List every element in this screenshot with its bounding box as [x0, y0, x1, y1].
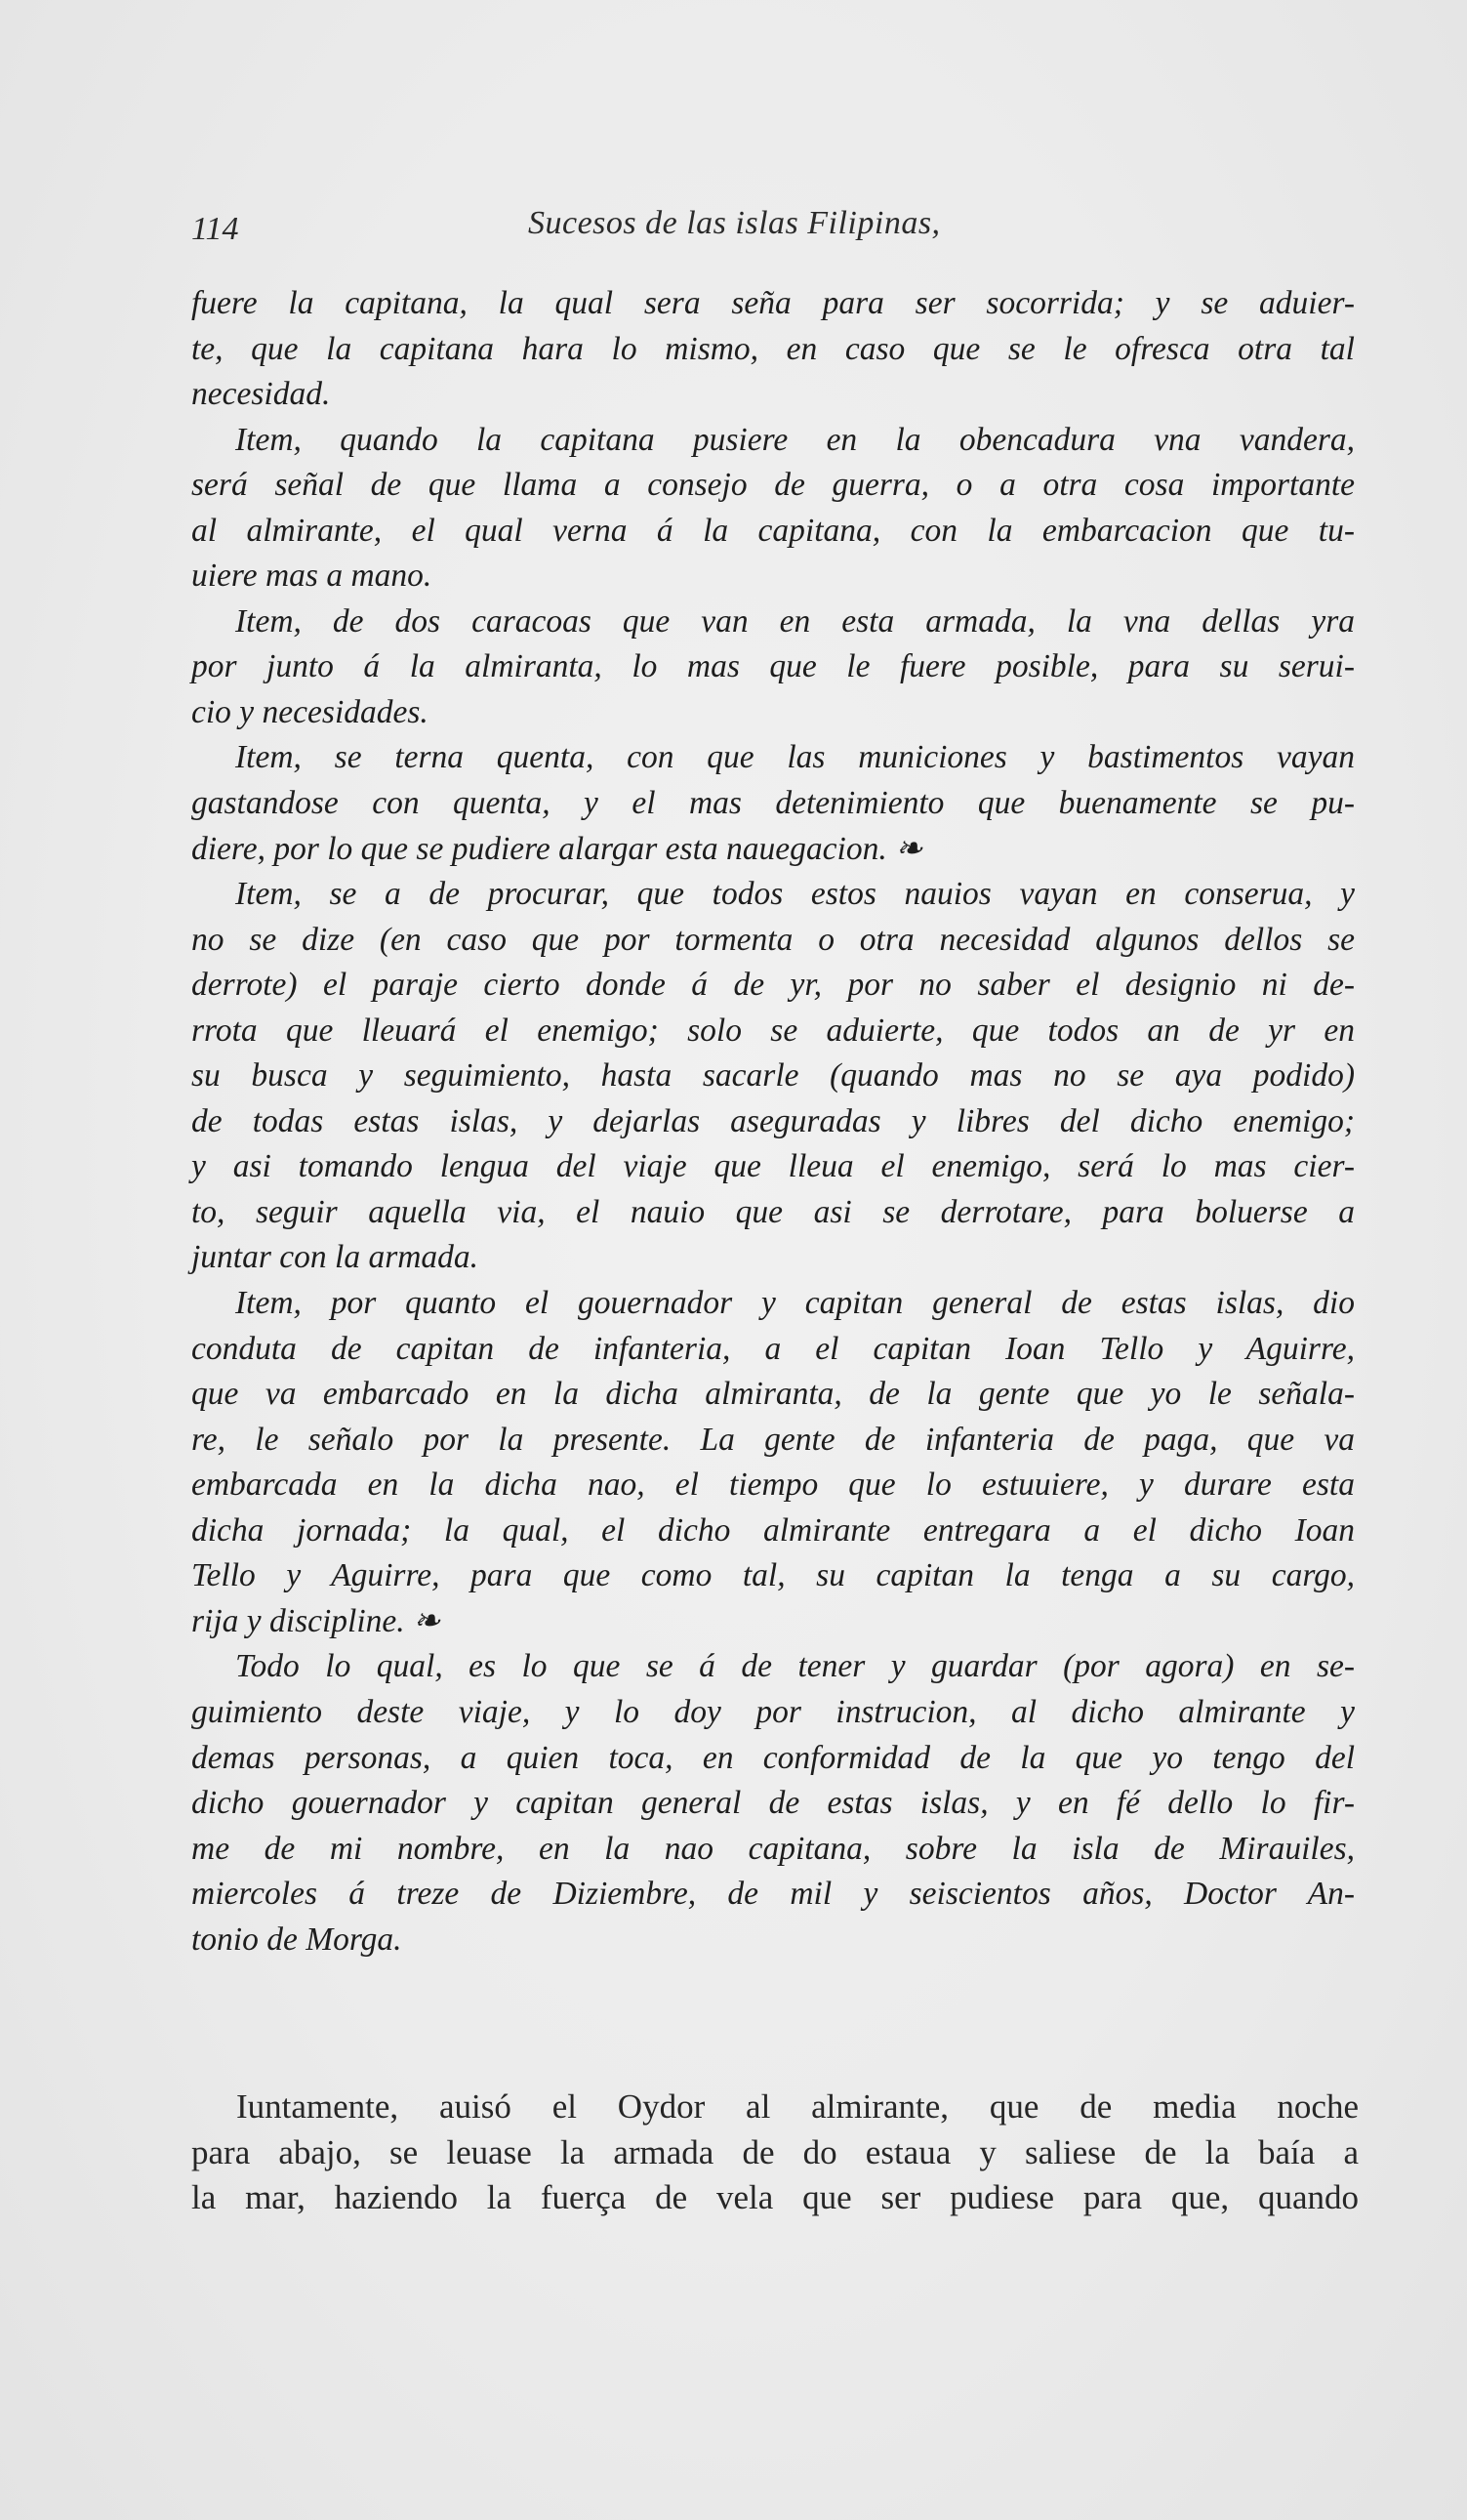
narrative-text-block [191, 2083, 1359, 2219]
text-line: fuere la capitana, la qual sera seña para ser socorrida; y se aduier- [191, 285, 1355, 321]
text-line: to, seguir aquella via, el nauio que asi se derrotare, para boluerse a [191, 1193, 1355, 1230]
text-line: Todo lo qual, es lo que se á de tener y guardar (por agora) en se- [235, 1648, 1355, 1685]
text-line: para abajo, se leuase la armada de do estaua y saliese de la baía a [191, 2132, 1359, 2171]
text-line: que va embarcado en la dicha almiranta, de la gente que yo le señala- [191, 1376, 1355, 1413]
text-line: de todas estas islas, y dejarlas aseguradas y libres del dicho enemigo; [191, 1102, 1355, 1139]
text-line: Item, de dos caracoas que van en esta armada, la vna dellas yra [235, 602, 1355, 640]
text-line: guimiento deste viaje, y lo doy por instrucion, al dicho almirante y [191, 1693, 1355, 1730]
text-line: cio y necesidades. [191, 693, 428, 730]
text-line: miercoles á treze de Diziembre, de mil y seiscientos años, Doctor An- [191, 1876, 1355, 1913]
text-line: dicha jornada; la qual, el dicho almirante entregara a el dicho Ioan [191, 1511, 1355, 1549]
text-line: juntar con la armada. [191, 1239, 479, 1276]
text-line: derrote) el paraje cierto donde á de yr, por no saber el designio ni de- [191, 967, 1355, 1004]
text-line: rija y discipline. ❧ [191, 1602, 441, 1639]
text-line: Tello y Aguirre, para que como tal, su capitan la tenga a su cargo, [191, 1557, 1355, 1594]
page-header [191, 205, 1363, 264]
running-head: Sucesos de las islas Filipinas, [528, 205, 941, 241]
text-line: Item, por quanto el gouernador y capitan general de estas islas, dio [235, 1285, 1355, 1322]
text-line: Item, se a de procurar, que todos estos nauios vayan en conserua, y [235, 876, 1355, 913]
text-line: te, que la capitana hara lo mismo, en caso que se le ofresca otra tal [191, 330, 1355, 367]
text-line: demas personas, a quien toca, en conformidad de la que yo tengo del [191, 1739, 1355, 1776]
text-line: uiere mas a mano. [191, 558, 432, 595]
text-line: gastandose con quenta, y el mas detenimiento que buenamente se pu- [191, 785, 1355, 822]
text-line: rrota que lleuará el enemigo; solo se aduierte, que todos an de yr en [191, 1012, 1355, 1049]
text-line: dicho gouernador y capitan general de estas islas, y en fé dello lo fir- [191, 1785, 1355, 1822]
text-line: será señal de que llama a consejo de guerra, o a otra cosa importante [191, 467, 1355, 504]
page-number: 114 [191, 211, 239, 247]
text-line: y asi tomando lengua del viaje que lleua el enemigo, será lo mas cier- [191, 1148, 1355, 1185]
text-line: su busca y seguimiento, hasta sacarle (quando mas no se aya podido) [191, 1057, 1355, 1095]
text-line: Item, se terna quenta, con que las municiones y bastimentos vayan [235, 739, 1355, 776]
text-line: tonio de Morga. [191, 1921, 402, 1958]
text-line: diere, por lo que se pudiere alargar esta nauegacion. ❧ [191, 830, 923, 867]
text-line: la mar, haziendo la fuerça de vela que ser pudiese para que, quando [191, 2178, 1359, 2217]
text-line: necesidad. [191, 376, 331, 413]
text-line: embarcada en la dicha nao, el tiempo que lo estuuiere, y durare esta [191, 1467, 1355, 1504]
text-line: Item, quando la capitana pusiere en la obencadura vna vandera, [235, 421, 1355, 458]
text-line: al almirante, el qual verna á la capitana, con la embarcacion que tu- [191, 512, 1355, 549]
text-line: me de mi nombre, en la nao capitana, sobre la isla de Mirauiles, [191, 1830, 1355, 1867]
text-line: Iuntamente, auisó el Oydor al almirante, que de media noche [236, 2087, 1359, 2126]
text-line: no se dize (en caso que por tormenta o otra necesidad algunos dellos se [191, 921, 1355, 958]
text-line: re, le señalo por la presente. La gente de infanteria de paga, que va [191, 1421, 1355, 1458]
instruction-text-block [191, 281, 1355, 1962]
text-line: por junto á la almiranta, lo mas que le fuere posible, para su serui- [191, 648, 1355, 685]
text-line: conduta de capitan de infanteria, a el capitan Ioan Tello y Aguirre, [191, 1330, 1355, 1367]
